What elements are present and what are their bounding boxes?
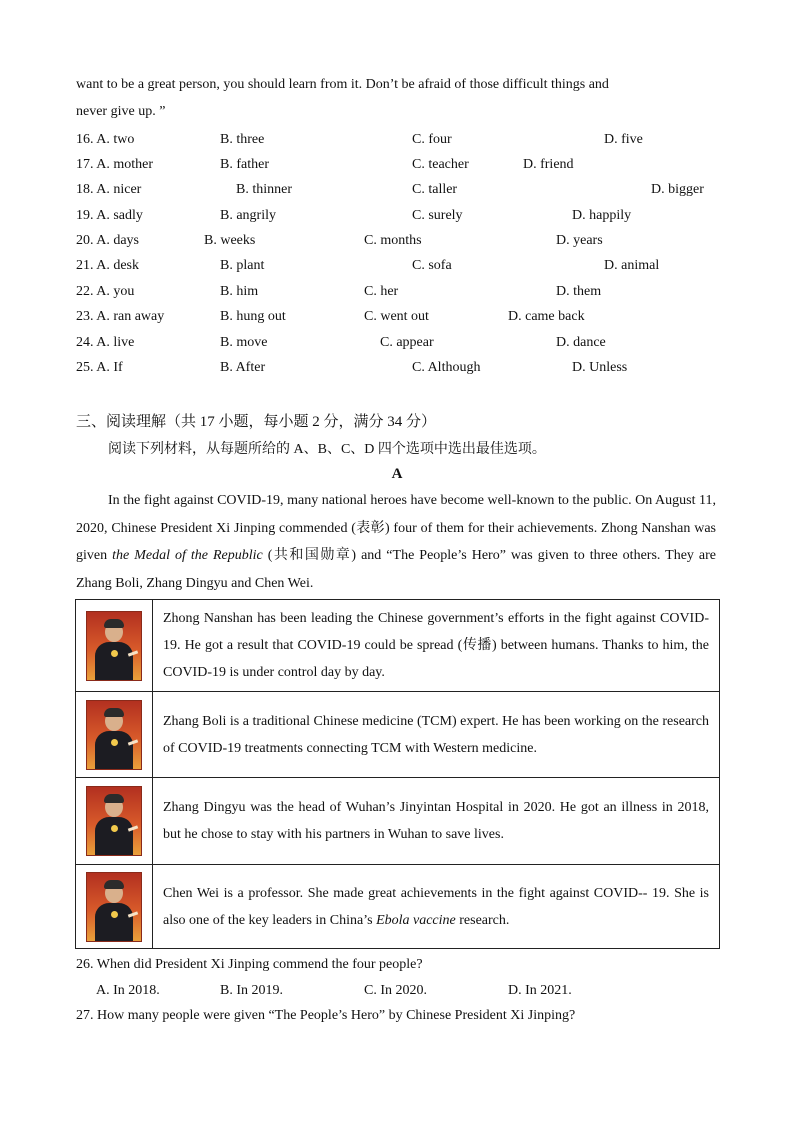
portrait-chen-wei <box>86 872 142 942</box>
question-26: 26. When did President Xi Jinping commend the four people? <box>76 957 423 972</box>
option-d: D. five <box>604 132 643 147</box>
option-b: B. him <box>220 284 259 299</box>
option-c: C. In 2020. <box>364 983 427 998</box>
option-c: C. Although <box>412 360 481 375</box>
option-a: 20. A. days <box>76 233 139 248</box>
option-a: 22. A. you <box>76 284 135 299</box>
option-row-18 <box>76 182 736 202</box>
option-c: C. taller <box>412 182 458 197</box>
question-27: 27. How many people were given “The People’s Hero” by Chinese President Xi Jinping? <box>76 1008 576 1023</box>
option-c: C. months <box>364 233 422 248</box>
option-a: 21. A. desk <box>76 258 139 273</box>
option-b: B. move <box>220 335 268 350</box>
option-row-20 <box>76 233 736 253</box>
option-d: D. bigger <box>651 182 704 197</box>
option-a: 18. A. nicer <box>76 182 142 197</box>
option-d: D. happily <box>572 208 632 223</box>
cloze-text-line-2: never give up. ” <box>76 104 166 119</box>
option-d: D. years <box>556 233 603 248</box>
passage-intro <box>76 487 716 597</box>
option-row-22 <box>76 284 736 304</box>
heroes-table <box>75 599 720 949</box>
option-row-17 <box>76 157 736 177</box>
option-b: B. three <box>220 132 265 147</box>
option-a: A. In 2018. <box>96 983 160 998</box>
option-row-23 <box>76 309 736 329</box>
cloze-text-line-1: want to be a great person, you should learn from it. Don’t be afraid of those difficult things and <box>76 77 609 92</box>
option-d: D. came back <box>508 309 585 324</box>
section-title: 三、阅读理解（共 17 小题，每小题 2 分，满分 34 分） <box>76 414 437 430</box>
option-a: 19. A. sadly <box>76 208 143 223</box>
option-c: C. surely <box>412 208 463 223</box>
photo-cell <box>76 600 153 692</box>
option-a: 23. A. ran away <box>76 309 165 324</box>
option-a: 16. A. two <box>76 132 135 147</box>
option-d: D. animal <box>604 258 660 273</box>
hero-text: research. <box>455 912 510 928</box>
option-a: 25. A. If <box>76 360 123 375</box>
option-d: D. dance <box>556 335 606 350</box>
portrait-zhong-nanshan <box>86 611 142 681</box>
section-instruction: 阅读下列材料，从每题所给的 A、B、C、D 四个选项中选出最佳选项。 <box>108 442 546 457</box>
table-row <box>76 865 720 949</box>
hero-description: Zhong Nanshan has been leading the Chinese government’s efforts in the fight against COVID-19. He got a result that COVID-19 could be spread (传播) between humans. Thanks to him, the COVID-19 is under control day by day. <box>153 600 720 692</box>
option-b: B. plant <box>220 258 265 273</box>
option-c: C. four <box>412 132 452 147</box>
question-26-options <box>96 983 716 1003</box>
option-a: 24. A. live <box>76 335 135 350</box>
passage-text: (共和国勋章) and “The People’s Hero” was given to three others. They are Zhang Boli, Zhang Dingyu and Chen Wei. <box>76 548 716 591</box>
option-a: 17. A. mother <box>76 157 153 172</box>
option-c: C. sofa <box>412 258 452 273</box>
option-d: D. Unless <box>572 360 628 375</box>
option-row-16 <box>76 132 736 152</box>
vaccine-name: Ebola vaccine <box>376 912 456 928</box>
table-row <box>76 778 720 865</box>
table-row <box>76 600 720 692</box>
hero-description <box>153 865 720 949</box>
option-row-25 <box>76 360 736 380</box>
option-b: B. hung out <box>220 309 286 324</box>
portrait-zhang-boli <box>86 700 142 770</box>
option-c: C. went out <box>364 309 429 324</box>
option-row-21 <box>76 258 736 278</box>
option-c: C. teacher <box>412 157 469 172</box>
hero-description: Zhang Boli is a traditional Chinese medicine (TCM) expert. He has been working on the research of COVID-19 treatments connecting TCM with Western medicine. <box>153 692 720 778</box>
medal-name: the Medal of the Republic <box>112 548 263 563</box>
photo-cell <box>76 865 153 949</box>
option-c: C. appear <box>380 335 434 350</box>
photo-cell <box>76 692 153 778</box>
passage-text: In the fight against COVID-19, many national heroes have become well-known to the public. On August 11, 2020, Chinese President Xi Jinping commended (表彰) four of them for their achievements. Zhong Nanshan was given <box>76 493 716 563</box>
option-b: B. father <box>220 157 269 172</box>
option-d: D. them <box>556 284 602 299</box>
option-b: B. After <box>220 360 266 375</box>
photo-cell <box>76 778 153 865</box>
option-d: D. In 2021. <box>508 983 572 998</box>
table-row <box>76 692 720 778</box>
portrait-zhang-dingyu <box>86 786 142 856</box>
option-b: B. thinner <box>236 182 292 197</box>
option-b: B. weeks <box>204 233 256 248</box>
option-c: C. her <box>364 284 399 299</box>
passage-label: A <box>391 466 403 482</box>
hero-description: Zhang Dingyu was the head of Wuhan’s Jinyintan Hospital in 2020. He got an illness in 2018, but he chose to stay with his partners in Wuhan to save lives. <box>153 778 720 865</box>
option-row-19 <box>76 208 736 228</box>
option-b: B. angrily <box>220 208 276 223</box>
option-row-24 <box>76 335 736 355</box>
option-d: D. friend <box>523 157 574 172</box>
option-b: B. In 2019. <box>220 983 283 998</box>
hero-text: Chen Wei is a professor. She made great achievements in the fight against COVID-- 19. She is also one of the key leaders in China’s <box>163 885 709 928</box>
